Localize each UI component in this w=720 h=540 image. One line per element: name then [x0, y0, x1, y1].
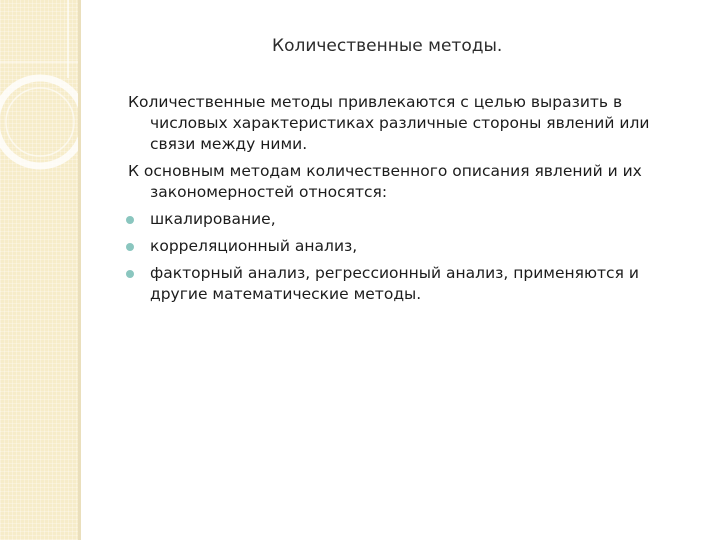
paragraph-intro: Количественные методы привлекаются с целью выразить в числовых характеристиках различные стороны явлений или связи между ними.: [128, 93, 650, 153]
bullet-item: [128, 263, 688, 305]
bullet-text: шкалирование,: [150, 210, 276, 228]
bullet-dot-icon: [126, 270, 134, 278]
bullet-text: факторный анализ, регрессионный анализ, применяются и другие математические методы.: [150, 264, 639, 303]
side-panel-edge: [78, 0, 81, 540]
bullet-item: [128, 236, 688, 257]
bullet-dot-icon: [126, 216, 134, 224]
bullet-item: [128, 209, 688, 230]
decorative-circle-graphic: [0, 0, 78, 200]
slide-body: [128, 92, 688, 311]
decorative-side-panel: [0, 0, 78, 540]
paragraph-methods-lead: К основным методам количественного описания явлений и их закономерностей относятся:: [128, 162, 642, 201]
bullet-dot-icon: [126, 243, 134, 251]
slide-title: Количественные методы.: [272, 36, 503, 56]
bullet-text: корреляционный анализ,: [150, 237, 358, 255]
